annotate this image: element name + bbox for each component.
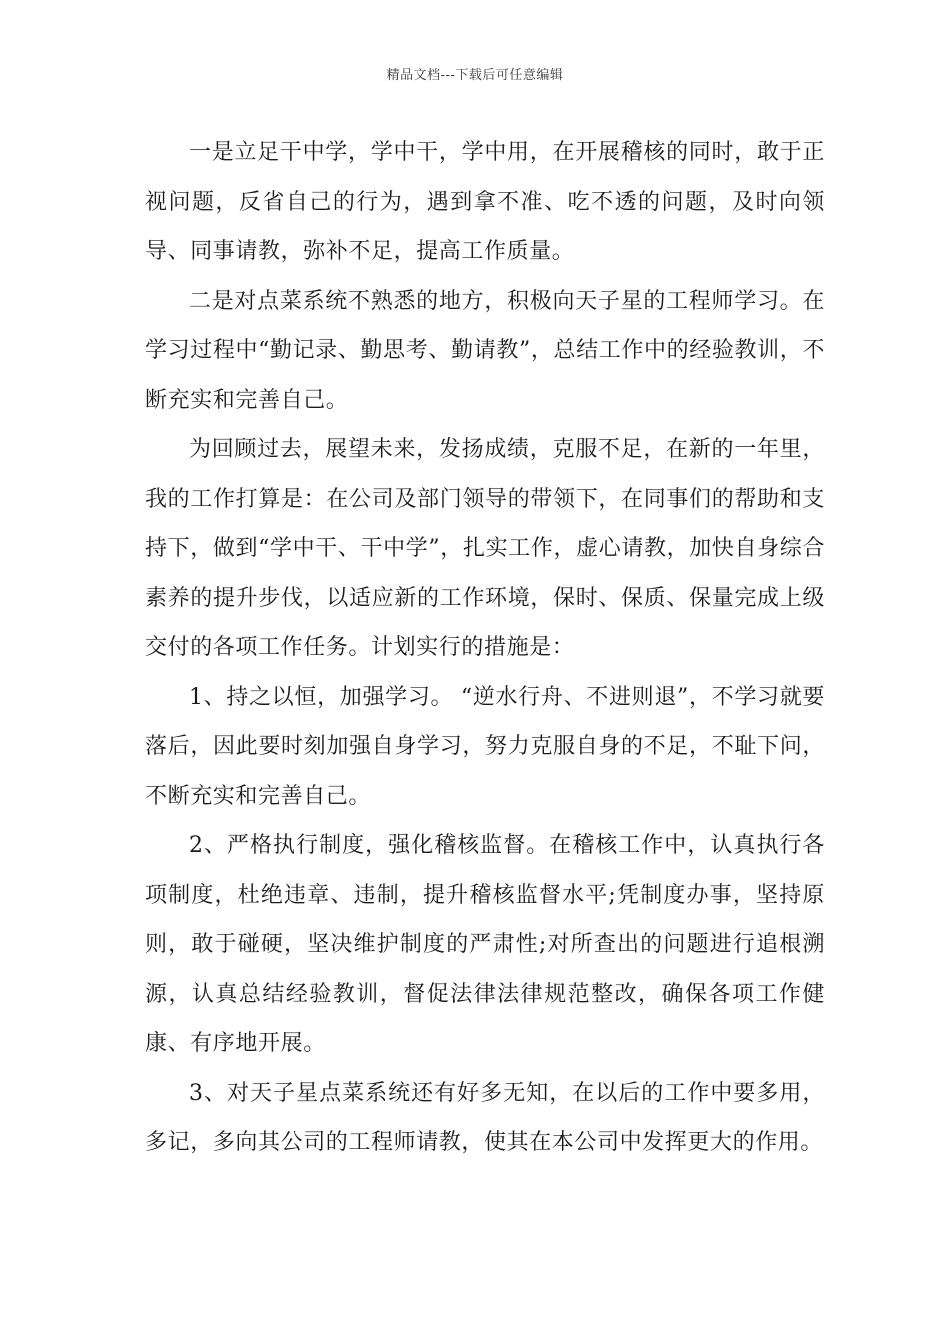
paragraph-3: 为回顾过去，展望未来，发扬成绩，克服不足，在新的一年里，我的工作打算是：在公司及部门领导的带领下，在同事们的帮助和支持下，做到“学中干、干中学”，扎实工作，虚心请教，加快自身综合素养的提升步伐，以适应新的工作环境，保时、保质、保量完成上级交付的各项工作任务。计划实行的措施是： (145, 437, 825, 660)
paragraph-1: 一是立足干中学，学中干，学中用，在开展稽核的同时，敢于正视问题，反省自己的行为，遇到拿不准、吃不透的问题，及时向领导、同事请教，弥补不足，提高工作质量。 (145, 140, 825, 264)
paragraph-5: 2、严格执行制度，强化稽核监督。在稽核工作中，认真执行各项制度，杜绝违章、违制，提升稽核监督水平;凭制度办事，坚持原则，敢于碰硬，坚决维护制度的严肃性;对所查出的问题进行追根溯源，认真总结经验教训，督促法律法律规范整改，确保各项工作健康、有序地开展。 (145, 833, 825, 1056)
paragraph-2: 二是对点菜系统不熟悉的地方，积极向天子星的工程师学习。在学习过程中“勤记录、勤思考、勤请教”，总结工作中的经验教训，不断充实和完善自己。 (145, 288, 825, 413)
paragraph-6: 3、对天子星点菜系统还有好多无知，在以后的工作中要多用，多记，多向其公司的工程师请教，使其在本公司中发挥更大的作用。 (145, 1080, 825, 1155)
paragraph-4: 1、持之以恒，加强学习。 “逆水行舟、不进则退”，不学习就要落后，因此要时刻加强自身学习，努力克服自身的不足，不耻下问，不断充实和完善自己。 (145, 684, 825, 809)
page-header: 精品文档---下载后可任意编辑 (386, 68, 564, 83)
document-body (145, 128, 825, 1168)
